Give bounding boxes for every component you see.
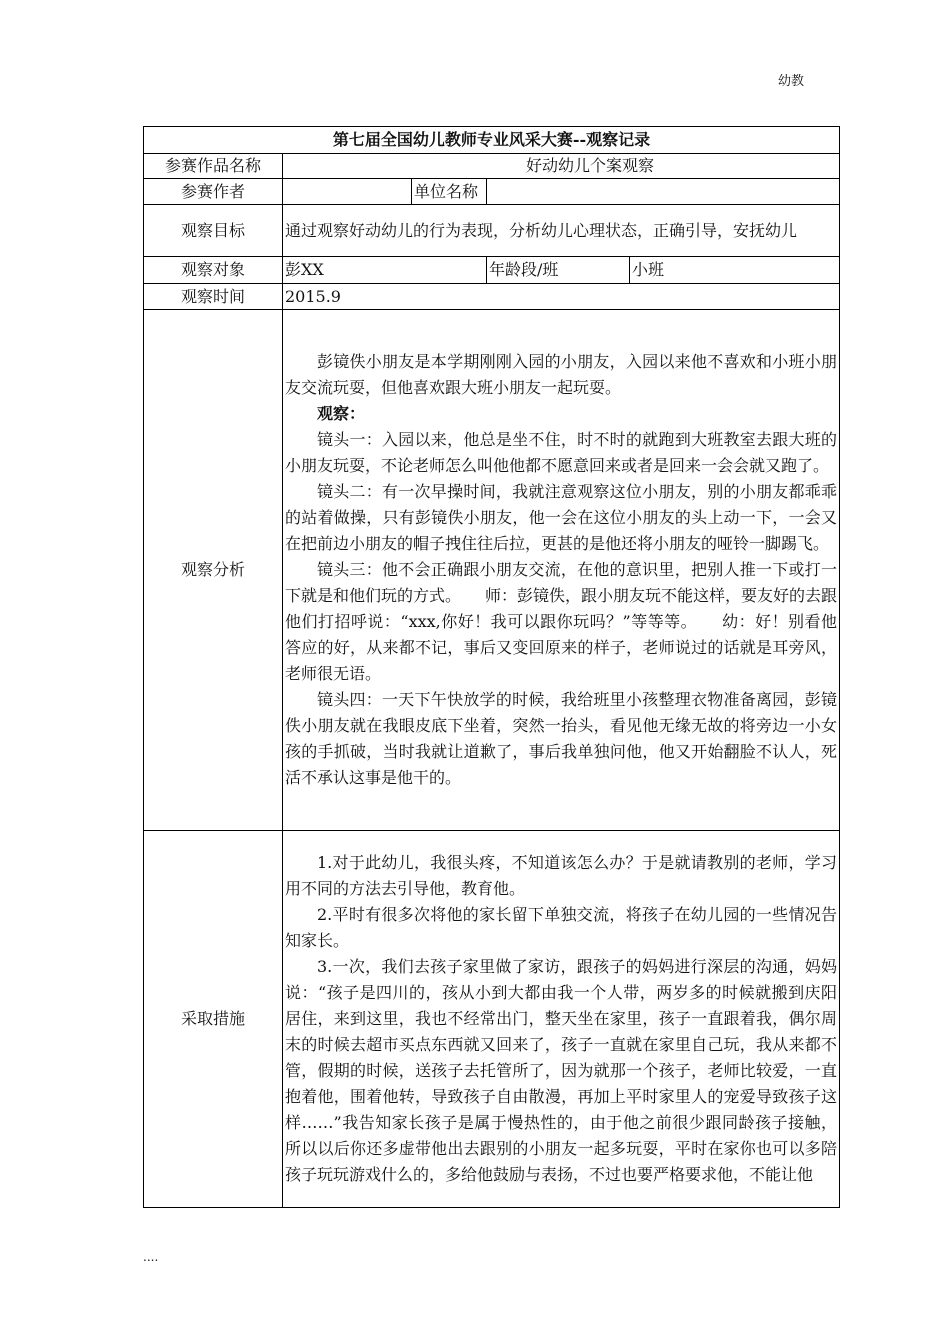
subject-label: 观察对象 [144,257,283,284]
author-label: 参赛作者 [144,179,283,205]
goal-value: 通过观察好动幼儿的行为表现，分析幼儿心理状态，正确引导，安抚幼儿 [283,205,840,257]
time-label: 观察时间 [144,284,283,310]
form-title: 第七届全国幼儿教师专业风采大赛--观察记录 [144,127,840,154]
unit-value [487,179,840,205]
work-name-label: 参赛作品名称 [144,154,283,179]
observation-record-table [143,126,840,1208]
author-value [283,179,412,205]
measure-1: 1.对于此幼儿，我很头疼，不知道该怎么办？于是就请教别的老师，学习用不同的方法去引导他，教育他。 [285,853,838,898]
measure-2: 2.平时有很多次将他的家长留下单独交流，将孩子在幼儿园的一些情况告知家长。 [285,905,838,950]
analysis-shot-4: 镜头四：一天下午快放学的时候，我给班里小孩整理衣物准备离园，彭镜佚小朋友就在我眼皮底下坐着，突然一抬头，看见他无缘无故的将旁边一小女孩的手抓破，当时我就让道歉了，事后我单独问他，他又开始翻脸不认人，死活不承认这事是他干的。 [285,690,838,787]
page-footer-dots: .... [143,1250,159,1264]
measure-3: 3.一次，我们去孩子家里做了家访，跟孩子的妈妈进行深层的沟通，妈妈说：“孩子是四川的，孩从小到大都由我一个人带，两岁多的时候就搬到庆阳居住，来到这里，我也不经常出门，整天坐在家里，孩子一直跟着我，偶尔周末的时候去超市买点东西就又回来了，孩子一直就在家里自己玩，我从来都不管，假期的时候，送孩子去托管所了，因为就那一个孩子，老师比较爱，一直抱着他，围着他转，导致孩子自由散漫，再加上平时家里人的宠爱导致孩子这样……”我告知家长孩子是属于慢热性的，由于他之前很少跟同龄孩子接触，所以以后你还多虚带他出去跟别的小朋友一起多玩耍，平时在家你也可以多陪孩子玩玩游戏什么的，多给他鼓励与表扬，不过也要严格要求他，不能让他 [285,957,838,1184]
time-value: 2015.9 [283,284,840,310]
age-label: 年龄段/班 [487,257,630,284]
measures-content [283,831,840,1208]
analysis-intro: 彭镜佚小朋友是本学期刚刚入园的小朋友，入园以来他不喜欢和小班小朋友交流玩耍，但他喜欢跟大班小朋友一起玩耍。 [285,352,838,397]
unit-label: 单位名称 [412,179,487,205]
analysis-shot-1: 镜头一：入园以来，他总是坐不住，时不时的就跑到大班教室去跟大班的小朋友玩耍，不论老师怎么叫他他都不愿意回来或者是回来一会会就又跑了。 [285,430,838,475]
measures-label: 采取措施 [144,831,283,1208]
analysis-heading: 观察： [317,404,366,423]
analysis-shot-3: 镜头三：他不会正确跟小朋友交流，在他的意识里，把别人推一下或打一下就是和他们玩的方式。 师：彭镜佚，跟小朋友玩不能这样，要友好的去跟他们打招呼说：“xxx,你好！我可以跟你玩吗？”等等等。 幼：好！别看他答应的好，从来都不记，事后又变回原来的样子，老师说过的话就是耳旁风，老师很无语。 [285,560,838,683]
subject-value: 彭XX [283,257,487,284]
analysis-content [283,310,840,831]
analysis-shot-2: 镜头二：有一次早操时间，我就注意观察这位小朋友，别的小朋友都乖乖的站着做操，只有彭镜佚小朋友，他一会在这位小朋友的头上动一下，一会又在把前边小朋友的帽子拽住往后拉，更甚的是他还将小朋友的哑铃一脚踢飞。 [285,482,838,553]
analysis-label: 观察分析 [144,310,283,831]
page-header-label: 幼教 [778,74,805,89]
work-name-value: 好动幼儿个案观察 [283,154,840,179]
age-value: 小班 [630,257,840,284]
goal-label: 观察目标 [144,205,283,257]
